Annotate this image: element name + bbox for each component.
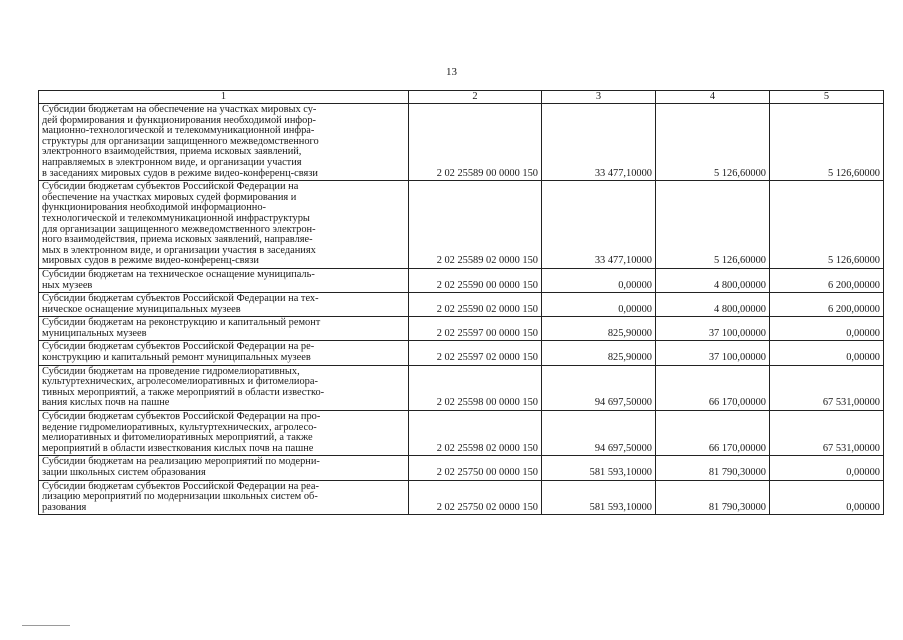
row-description: Субсидии бюджетам субъектов Российской Федерации на обеспечение на участках мировых судей формирования и функционирования необходимой информационно- технологической и телекоммуникационной инфраструктуры для организации защищенного межведомственного электрон- ного взаимодействия, приема исковых заявлений, направляе- мых в электронном виде, и организации участия в заседаниях мировых судов в режиме видео-конференц-связи [39,181,409,269]
row-code: 2 02 25750 00 0000 150 [409,456,542,480]
row-code: 2 02 25590 02 0000 150 [409,293,542,317]
row-value-col3: 33 477,10000 [542,104,656,181]
row-value-col5: 6 200,00000 [770,268,884,292]
table-row [39,181,884,269]
row-value-col5: 0,00000 [770,456,884,480]
table-row [39,341,884,365]
row-value-col4: 66 170,00000 [656,365,770,410]
table-row [39,480,884,515]
column-header-2: 2 [409,91,542,104]
header-row [39,91,884,104]
row-value-col3: 825,90000 [542,341,656,365]
row-value-col5: 5 126,60000 [770,104,884,181]
row-code: 2 02 25589 02 0000 150 [409,181,542,269]
row-value-col3: 33 477,10000 [542,181,656,269]
table-row [39,104,884,181]
column-header-4: 4 [656,91,770,104]
row-description: Субсидии бюджетам субъектов Российской Федерации на реа- лизацию мероприятий по модернизации школьных систем об- разования [39,480,409,515]
row-value-col3: 581 593,10000 [542,480,656,515]
row-value-col4: 81 790,30000 [656,456,770,480]
row-description: Субсидии бюджетам субъектов Российской Федерации на тех- ническое оснащение муниципальных музеев [39,293,409,317]
row-value-col5: 6 200,00000 [770,293,884,317]
row-description: Субсидии бюджетам на обеспечение на участках мировых су- дей формирования и функционирования необходимой инфор- мационно-технологической и телекоммуникационной инфра- структуры для организации защищенного межведомственного электронного взаимодействия, приема исковых заявлений, направляемых в электронном виде, и организации участия в заседаниях мировых судов в режиме видео-конференц-связи [39,104,409,181]
row-code: 2 02 25598 02 0000 150 [409,411,542,456]
table-row [39,411,884,456]
row-value-col4: 37 100,00000 [656,317,770,341]
row-value-col3: 94 697,50000 [542,411,656,456]
table-body [39,104,884,515]
row-value-col5: 0,00000 [770,341,884,365]
row-value-col3: 825,90000 [542,317,656,341]
row-description: Субсидии бюджетам субъектов Российской Федерации на ре- конструкцию и капитальный ремонт муниципальных музеев [39,341,409,365]
table-row [39,365,884,410]
page-number: 13 [446,66,457,78]
row-value-col4: 5 126,60000 [656,104,770,181]
row-code: 2 02 25589 00 0000 150 [409,104,542,181]
row-value-col5: 5 126,60000 [770,181,884,269]
table-row [39,456,884,480]
row-value-col5: 67 531,00000 [770,365,884,410]
footer-rule [22,625,70,626]
row-value-col5: 0,00000 [770,317,884,341]
row-description: Субсидии бюджетам на реализацию мероприятий по модерни- зации школьных систем образования [39,456,409,480]
row-value-col4: 4 800,00000 [656,293,770,317]
table-row [39,293,884,317]
column-header-3: 3 [542,91,656,104]
row-code: 2 02 25590 00 0000 150 [409,268,542,292]
row-code: 2 02 25597 02 0000 150 [409,341,542,365]
row-code: 2 02 25597 00 0000 150 [409,317,542,341]
table-row [39,268,884,292]
column-header-1: 1 [39,91,409,104]
row-description: Субсидии бюджетам на проведение гидромелиоративных, культуртехнических, агролесомелиоративных и фитомелиора- тивных мероприятий, а также мероприятий в области известко- вания кислых почв на пашне [39,365,409,410]
table-row [39,317,884,341]
row-value-col4: 66 170,00000 [656,411,770,456]
row-value-col4: 5 126,60000 [656,181,770,269]
row-value-col4: 81 790,30000 [656,480,770,515]
row-code: 2 02 25598 00 0000 150 [409,365,542,410]
row-value-col3: 581 593,10000 [542,456,656,480]
row-value-col5: 0,00000 [770,480,884,515]
budget-table [38,90,884,515]
row-value-col4: 37 100,00000 [656,341,770,365]
row-value-col3: 94 697,50000 [542,365,656,410]
row-description: Субсидии бюджетам на реконструкцию и капитальный ремонт муниципальных музеев [39,317,409,341]
row-value-col5: 67 531,00000 [770,411,884,456]
row-code: 2 02 25750 02 0000 150 [409,480,542,515]
row-value-col3: 0,00000 [542,293,656,317]
column-header-5: 5 [770,91,884,104]
row-value-col3: 0,00000 [542,268,656,292]
row-description: Субсидии бюджетам на техническое оснащение муниципаль- ных музеев [39,268,409,292]
row-description: Субсидии бюджетам субъектов Российской Федерации на про- ведение гидромелиоративных, культуртехнических, агролесо- мелиоративных и фитомелиоративных мероприятий, а также мероприятий в области известкования кислых почв на пашне [39,411,409,456]
row-value-col4: 4 800,00000 [656,268,770,292]
